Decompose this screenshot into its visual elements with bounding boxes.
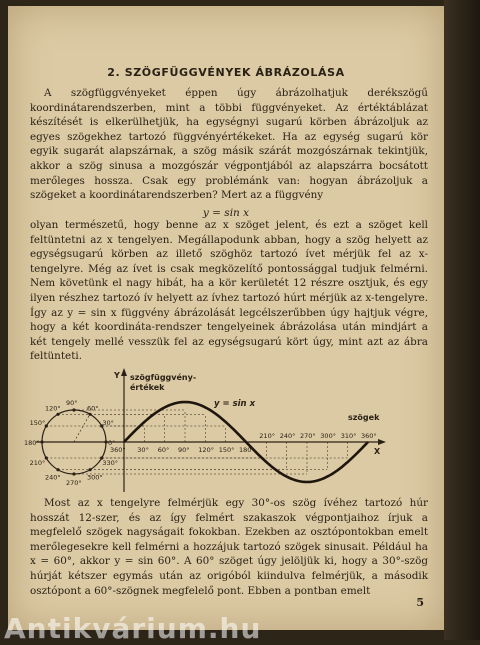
axis-tick-label: 150° — [218, 446, 235, 454]
axis-tick-label: 210° — [259, 432, 275, 440]
y-axis-label-2: értékek — [130, 383, 165, 392]
axis-tick-label: 360° — [361, 432, 377, 440]
axis-tick-label: 270° — [300, 432, 316, 440]
section-title: 2. SZÖGFÜGGVÉNYEK ÁBRÁZOLÁSA — [107, 66, 345, 79]
circle-angle-label: 240° — [45, 473, 61, 482]
y-axis-label-1: szögfüggvény- — [130, 373, 197, 382]
y-letter: Y — [114, 371, 120, 380]
axis-tick-label: 310° — [340, 432, 357, 440]
sine-graph-figure — [24, 366, 390, 498]
circle-angle-label: 300° — [87, 473, 103, 482]
circle-angle-label: 60° — [87, 404, 99, 413]
origin-label: 360° — [110, 446, 126, 454]
formula: y = sin x — [202, 207, 250, 219]
circle-angle-label: 30° — [102, 419, 114, 427]
circle-angle-label: 270° — [66, 479, 82, 487]
circle-angle-label: 330° — [102, 459, 119, 467]
book-spine-edge — [444, 0, 480, 640]
paragraph-axis-explanation: olyan természetű, hogy benne az x szöget jelent, és ezt a szöget kell feltüntetni az x tengelyen. Megállapodunk abban, hogy a szög helyett az egységsugarú körben az illető szöghöz tartozó ívet mérjük fel az x-tengelyre. Még az ívet is csak megközelítő pontossággal tudjuk felmérni. Nem követünk el nagy hibát, ha a kör kerületét 12 részre osztjuk, és egy ilyen részhez tartozó ív helyett az ívhez tartozó húrt mérjük az x-tengelyre. Így az y = sin x függvény ábrázolását legcélszerűbben úgy hajtjuk végre, hogy a két koordináta-rendszer tengelyeinek ábrázolása után mindjárt a két tengely mellé vesszük fel az egységsugarú kört úgy, mint azt az ábra feltünteti. — [30, 219, 428, 363]
watermark: Antikvárium.hu — [4, 612, 262, 645]
sine-graph — [24, 366, 390, 498]
curve-label: y = sin x — [214, 399, 256, 409]
axis-tick-label: 30° — [137, 446, 149, 454]
axis-tick-label: 180° — [239, 446, 255, 454]
axis-tick-label: 60° — [157, 446, 170, 454]
y-axis-arrow — [121, 368, 127, 376]
circle-radius — [74, 414, 90, 442]
book-page — [8, 6, 444, 630]
x-axis-label: szögek — [348, 413, 380, 422]
paragraph-construction: Most az x tengelyre felmérjük egy 30°-os szög ívéhez tartozó húr hosszát 12-szer, és az így felmért szakaszok végpontjaihoz írjuk a megfelelő szögek nagyságait fokokban. Ezekben az osztópontokban emelt merőlegesekre kell felmérni a hozzájuk tartozó szögek sinusait. Például ha x = 60°, akkor y = sin 60°. A 60° szöget úgy jelöljük ki, hogy a 30°-szög húrját kétszer egymás után az origóból kiindulva felmérjük, a második osztópont a 60°-szögnek megfelelő pont. Ebben a pontban emelt — [30, 497, 428, 597]
circle-angle-label: 180° — [24, 439, 40, 447]
circle-angle-label: 0° — [108, 439, 116, 447]
circle-angle-label: 120° — [45, 404, 61, 413]
paragraph-intro: A szögfüggvényeket éppen úgy ábrázolhatjuk derékszögű koordinátarendszerben, mint a többi függvényeket. Az értéktáblázat készítését is elkerülhetjük, ha egységnyi sugarú körben ábrázoljuk az egyes szögekhez tartozó függvényértékeket. Ha az egység sugarú kör egyik sugarát alapszárnak, a szög másik szárát mozgószárnak tekintjük, akkor a szög sinusa a mozgószár végpontjából az alapszárra bocsátott merőleges hossza. Csak egy problémánk van: hogyan ábrázoljuk a szögeket a koordinátarendszerben? Mert az a függvény — [30, 87, 428, 202]
circle-angle-label: 210° — [29, 459, 46, 467]
page-number: 5 — [416, 596, 424, 609]
circle-angle-label: 90° — [66, 399, 78, 407]
axis-tick-label: 300° — [320, 432, 336, 440]
x-axis-tick-labels — [137, 432, 376, 454]
x-axis-arrow — [378, 439, 386, 445]
circle-angle-label: 150° — [29, 419, 46, 427]
axis-tick-label: 90° — [178, 446, 190, 454]
axis-tick-label: 240° — [279, 432, 296, 440]
x-letter: X — [374, 447, 381, 456]
axis-tick-label: 120° — [198, 446, 214, 454]
